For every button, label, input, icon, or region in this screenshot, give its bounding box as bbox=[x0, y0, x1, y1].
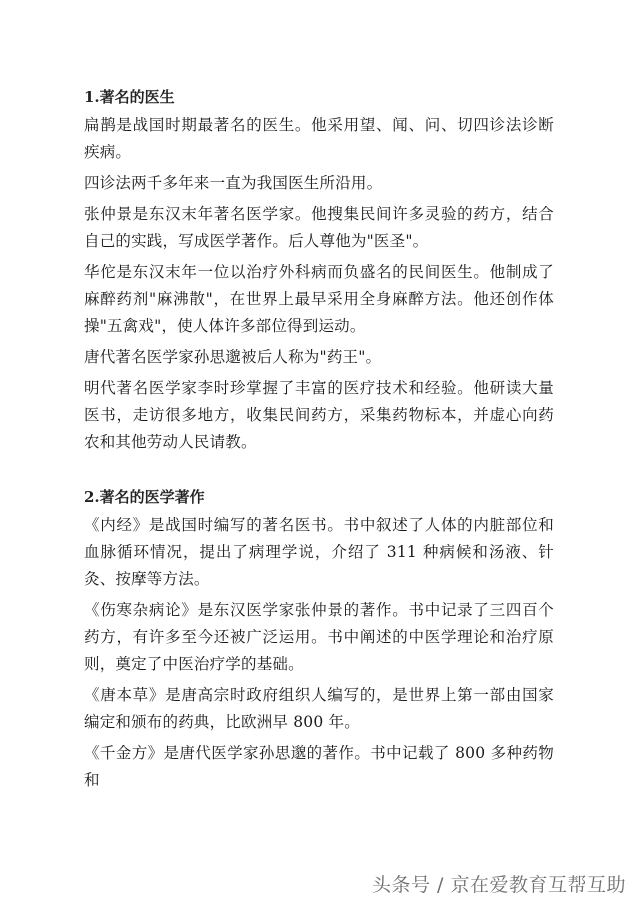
section-heading: 2.著名的医学著作 bbox=[84, 488, 205, 506]
section-spacer bbox=[84, 460, 554, 482]
paragraph: 唐代著名医学家孙思邈被后人称为"药王"。 bbox=[84, 348, 382, 366]
paragraph: 《内经》是战国时编写的著名医书。书中叙述了人体的内脏部位和血脉循环情况，提出了病理学说，介绍了 311 种病候和汤液、针灸、按摩等方法。 bbox=[84, 516, 554, 588]
paragraph: 《唐本草》是唐高宗时政府组织人编写的，是世界上第一部由国家编定和颁布的药典，比欧洲早 800 年。 bbox=[84, 686, 554, 731]
section-famous-medical-books bbox=[84, 482, 554, 794]
section-heading: 1.著名的医生 bbox=[84, 88, 175, 106]
paragraph: 扁鹊是战国时期最著名的医生。他采用望、闻、问、切四诊法诊断疾病。 bbox=[84, 116, 554, 161]
watermark-text: 头条号 / 京在爱教育互帮互助 bbox=[372, 874, 626, 896]
document-page bbox=[84, 82, 554, 798]
paragraph: 《伤寒杂病论》是东汉医学家张仲景的著作。书中记录了三四百个药方，有许多至今还被广泛运用。书中阐述的中医学理论和治疗原则，奠定了中医治疗学的基础。 bbox=[84, 601, 554, 673]
paragraph: 明代著名医学家李时珍掌握了丰富的医疗技术和经验。他研读大量医书，走访很多地方，收集民间药方，采集药物标本，并虚心向药农和其他劳动人民请教。 bbox=[84, 379, 554, 451]
section-famous-doctors bbox=[84, 82, 554, 456]
paragraph: 《千金方》是唐代医学家孙思邈的著作。书中记载了 800 多种药物和 bbox=[84, 744, 554, 789]
paragraph: 四诊法两千多年来一直为我国医生所沿用。 bbox=[84, 174, 383, 192]
paragraph: 华佗是东汉末年一位以治疗外科病而负盛名的民间医生。他制成了麻醉药剂"麻沸散"，在世界上最早采用全身麻醉方法。他还创作体操"五禽戏"，使人体许多部位得到运动。 bbox=[84, 263, 554, 335]
paragraph: 张仲景是东汉末年著名医学家。他搜集民间许多灵验的药方，结合自己的实践，写成医学著作。后人尊他为"医圣"。 bbox=[84, 205, 554, 250]
